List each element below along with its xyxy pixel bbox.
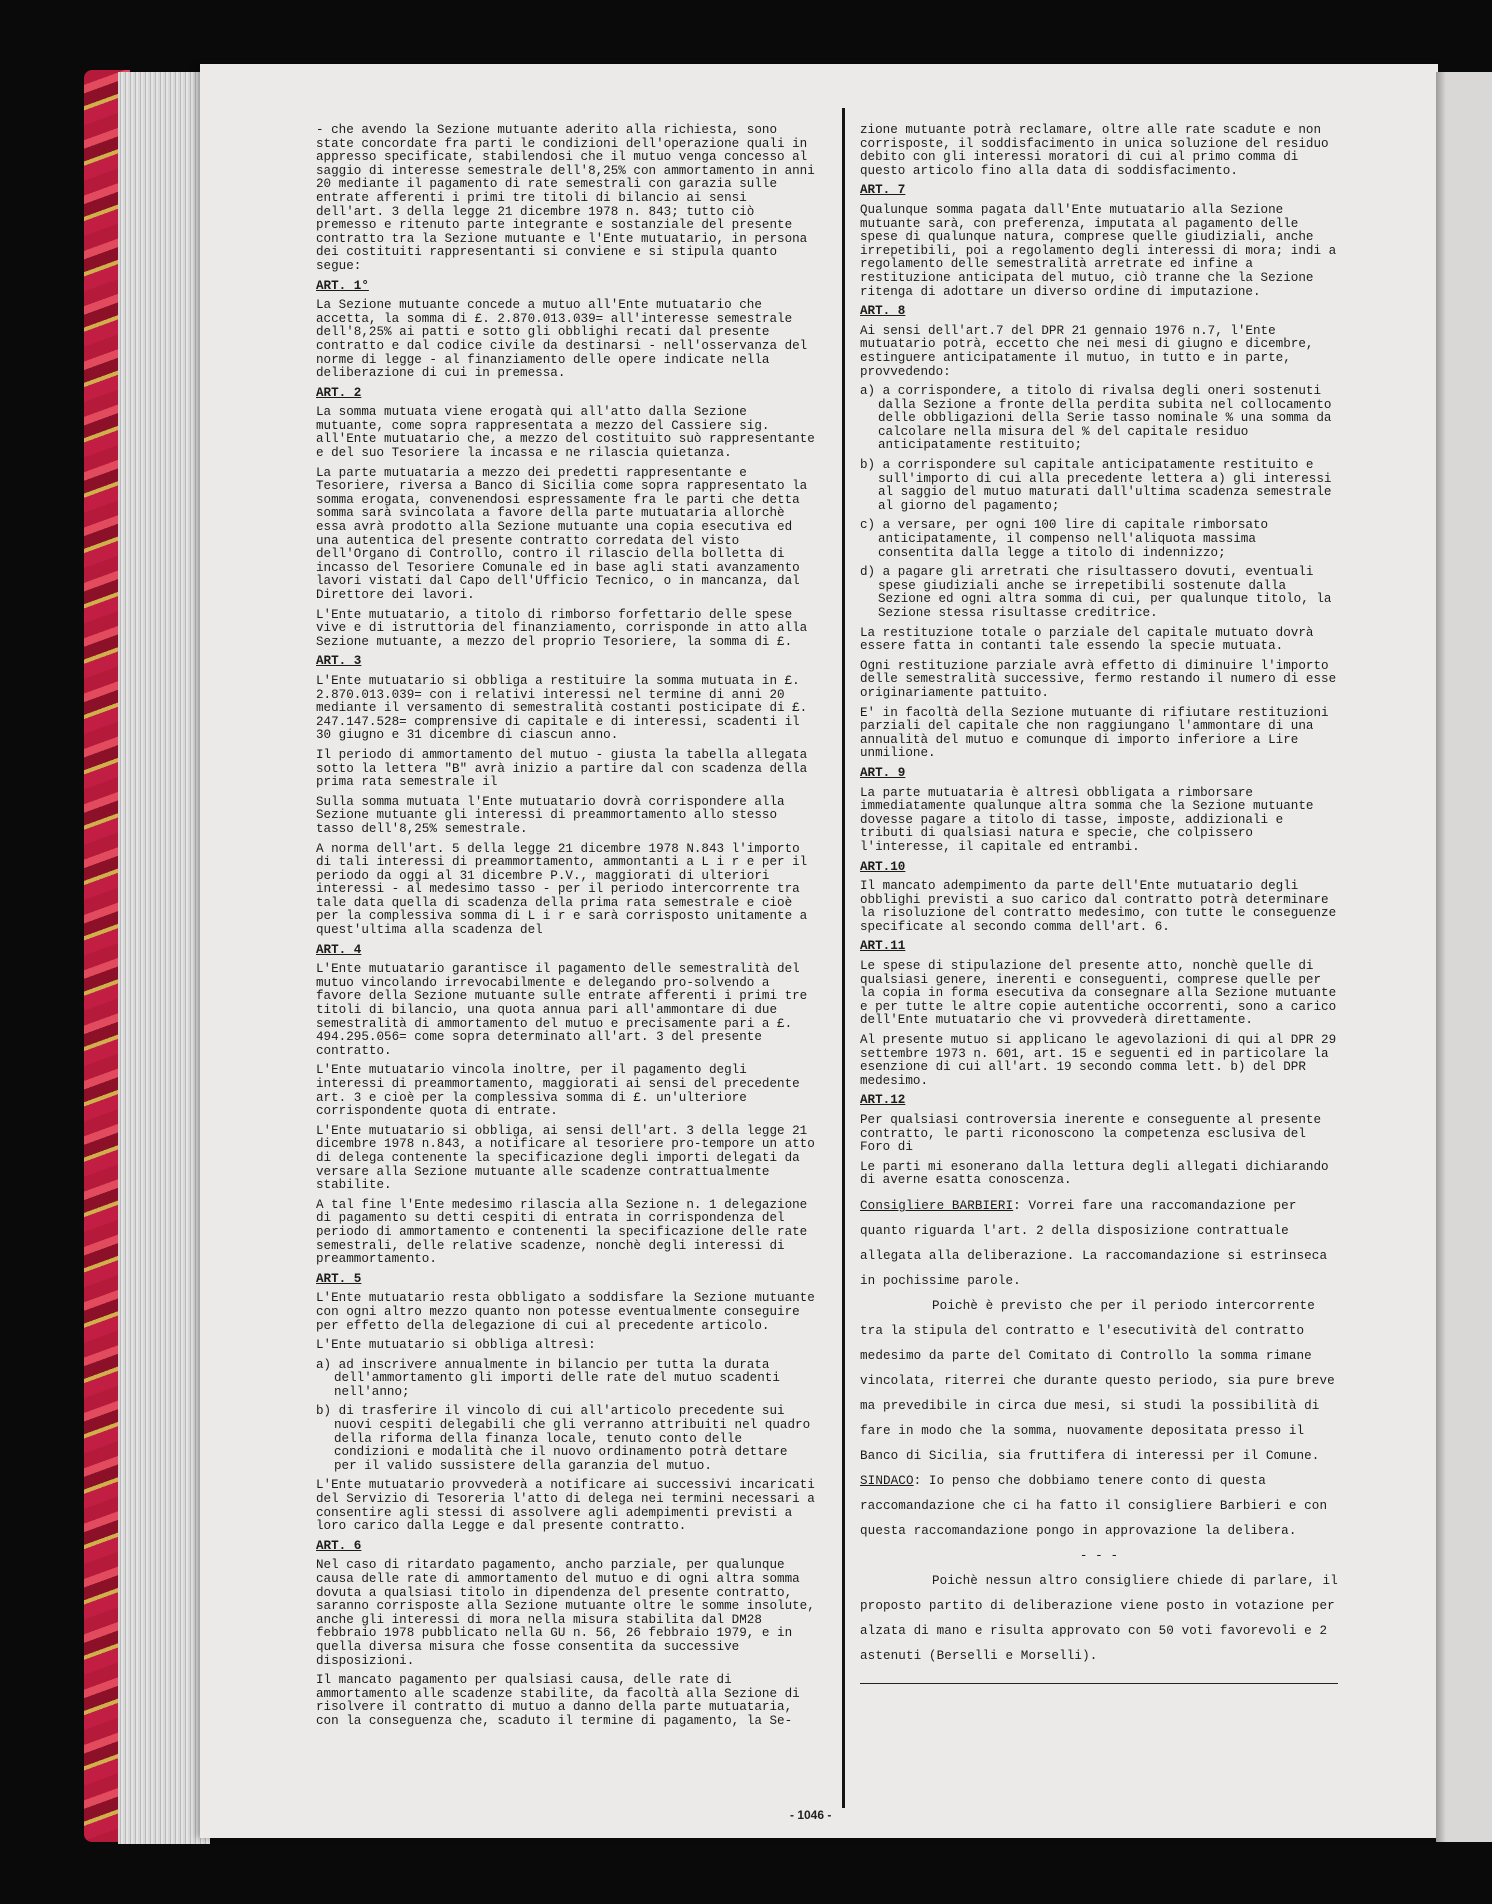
art-3-paragraph: Sulla somma mutuata l'Ente mutuatario dovrà corrispondere alla Sezione mutuante gli interessi di preammortamento allo stesso tasso dell'8,25% semestrale.: [316, 794, 785, 836]
left-column: [316, 124, 816, 1735]
art-2-title: ART. 2: [316, 385, 362, 400]
art-1-title: ART. 1°: [316, 278, 369, 293]
art-8-item-d: d) a pagare gli arretrati che risultassero dovuti, eventuali spese giudiziali anche se irrepetibili sostenute dalla Sezione ed ogni altra somma di cui, per qualunque titolo, la Sezione stessa risultasse creditrice.: [860, 565, 1332, 620]
art-2-paragraph: La parte mutuataria a mezzo dei predetti rappresentante e Tesoriere, riversa a Banco di Sicilia come sopra rappresentato la somma erogata, convenendosi espressamente fra le parti che detta somma sarà svincolata a favore della parte mutuataria allorchè essa avrà prodotto alla Sezione mutuante una copia esecutiva ed una autentica del presente contratto corredata del visto dell'Organo di Controllo, contro il rilascio della bolletta di incasso del Tesoriere Comunale ed in base agli stati avanzamento lavori vistati dal Capo dell'Ufficio Tecnico, o in mancanza, dal Direttore dei lavori.: [316, 465, 808, 602]
art-6-paragraph: Il mancato pagamento per qualsiasi causa, delle rate di ammortamento alle scadenze stabilite, da facoltà alla Sezione di risolvere il contratto di mutuo a danno della parte mutuataria, con la conseguenza che, scaduto il termine di pagamento, la Se-: [316, 1673, 800, 1728]
art-5-item-a: a) ad inscrivere annualmente in bilancio per tutta la durata dell'ammortamento gli importi delle rate del mutuo scadenti nell'anno;: [316, 1357, 780, 1399]
vote-result: Poichè nessun altro consigliere chiede di parlare, il proposto partito di deliberazione viene posto in votazione per alzata di mano e risulta approvato con 50 voti favorevoli e 2 astenuti (Berselli e Morselli).: [860, 1573, 1338, 1663]
art-6-paragraph: Nel caso di ritardato pagamento, ancho parziale, per qualunque causa delle rate di ammortamento del mutuo e di ogni altra somma dovuta a qualsiasi titolo in dipendenza del presente contratto, saranno corrisposte alla Sezione mutuante oltre le somme insolute, anche gli interessi di mora nella misura stabilita dal DM28 febbraio 1978 pubblicato nella GU n. 56, 26 febbraio 1979, e in quella diversa misura che fosse consentita da successive disposizioni.: [316, 1558, 815, 1668]
art-6-continuation: zione mutuante potrà reclamare, oltre alle rate scadute e non corrisposte, il soddisfacimento in unica soluzione del residuo debito con gli interessi moratori di cui al primo comma di questo articolo fino alla data di soddisfacimento.: [860, 123, 1329, 178]
intro-paragraph: - che avendo la Sezione mutuante aderito alla richiesta, sono state concordate fra parti le condizioni dell'operazione quali in appresso specificate, stabilendosi che il mutuo venga concesso al saggio di interesse semestrale dell'8,25% con ammortamento in anni 20 mediante il pagamento di rate semestrali con garazia sulle entrate afferenti i primi tre titoli di bilancio ai sensi dell'art. 3 della legge 21 dicembre 1978 n. 843; tutto ciò premesso e ritenuto parte integrante e sostanziale del presente contratto tra la Sezione mutuante e l'Ente mutuatario, in persona dei costituiti rappresentanti si conviene e si stipula quanto segue:: [316, 123, 815, 273]
art-11-title: ART.11: [860, 939, 906, 954]
art-8-paragraph: Ogni restituzione parziale avrà effetto di diminuire l'importo delle semestralità successive, fermo restando il numero di esse originariamente pattuito.: [860, 658, 1337, 700]
art-8-title: ART. 8: [860, 304, 906, 319]
art-4-paragraph: A tal fine l'Ente medesimo rilascia alla Sezione n. 1 delegazione di pagamento su detti cespiti di entrata in corrispondenza del periodo di ammortamento e contenenti la specificazione delle rate semestrali, delle relative scadenze, nonchè degli interessi di preammortamento.: [316, 1197, 808, 1267]
art-3-title: ART. 3: [316, 654, 362, 669]
art-8-item-b: b) a corrispondere sul capitale anticipatamente restituito e sull'importo di cui alla precedente lettera a) gli interessi al saggio del mutuo maturati dall'ultima scadenza semestrale al giorno del pagamento;: [860, 458, 1332, 513]
art-11-paragraph: Le spese di stipulazione del presente atto, nonchè quelle di qualsiasi genere, inerenti e conseguenti, comprese quelle per la copia in forma esecutiva da consegnare alla Sezione mutuante e per tutte le altre copie autentiche occorrenti, sono a carico dell'Ente mutuatario che vi provvederà direttamente.: [860, 959, 1337, 1028]
art-7-title: ART. 7: [860, 183, 906, 198]
sindaco-statement: [860, 1469, 1338, 1544]
art-3-paragraph: A norma dell'art. 5 della legge 21 dicembre 1978 N.843 l'importo di tali interessi di preammortamento, ammontanti a L i r e per il periodo da oggi al 31 dicembre P.V., maggiorati di ulteriori interessi - al medesimo tasso - per il periodo intercorrente tra tale data quella di scadenza della prima rata semestrale e cioè per la complessiva somma di L i r e sarà corrisposto unitamente a quest'ultima alla scadenza del: [316, 841, 808, 938]
art-10-title: ART.10: [860, 859, 906, 874]
art-5-paragraph: L'Ente mutuatario provvederà a notificare ai successivi incaricati del Servizio di Tesoreria l'atto di delega nei termini necessari a consentire agli stessi di assolvere agli adempimenti previsti a loro carico dalla Legge e dal presente contratto.: [316, 1478, 815, 1534]
art-5-paragraph: L'Ente mutuatario si obbliga altresì:: [316, 1338, 596, 1353]
art-3-paragraph: Il periodo di ammortamento del mutuo - giusta la tabella allegata sotto la lettera "B" avrà inizio a partire dal con scadenza della prima rata semestrale il: [316, 747, 808, 790]
right-column: [860, 124, 1338, 1684]
art-4-paragraph: L'Ente mutuatario vincola inoltre, per il pagamento degli interessi di preammortamento, maggiorati ai sensi del precedente art. 3 e cioè per la complessiva somma di £. un'ulteriore corrispondente quota di entrate.: [316, 1063, 800, 1119]
art-12-title: ART.12: [860, 1093, 906, 1108]
art-7-paragraph: Qualunque somma pagata dall'Ente mutuatario alla Sezione mutuante sarà, con preferenza, imputata al pagamento delle spese di qualunque natura, comprese quelle giudiziali, anche irrepetibili, poi a regolamento degli interessi di mora; indi a regolamento delle semestralità arretrate ed infine a restituzione anticipata del mutuo, ciò tranne che la Sezione ritenga di adottare un diverso ordine di imputazione.: [860, 202, 1337, 299]
art-9-paragraph: La parte mutuataria è altresì obbligata a rimborsare immediatamente qualunque altra somma che la Sezione mutuante dovesse pagare a titolo di tasse, imposte, addizionali e tributi di qualsiasi natura e specie, che colpissero l'interesse, il capitale ed entrambi.: [860, 785, 1314, 854]
page-stack-edge: [118, 72, 210, 1844]
barbieri-statement: [860, 1194, 1338, 1294]
art-3-paragraph: L'Ente mutuatario si obbliga a restituire la somma mutuata in £. 2.870.013.039= con i relativi interessi nel termine di anni 20 mediante il versamento di semestralità costanti posticipate di £. 247.147.528= comprensive di capitale e di interessi, scadenti il 30 giugno e 31 dicembre di ciascun anno.: [316, 673, 808, 743]
art-10-paragraph: Il mancato adempimento da parte dell'Ente mutuatario degli obblighi previsti a suo carico dal contratto potrà determinare la risoluzione del contratto medesimo, con tutte le conseguenze specificate al secondo comma dell'art. 6.: [860, 879, 1337, 934]
art-1-paragraph: La Sezione mutuante concede a mutuo all'Ente mutuatario che accetta, la somma di £. 2.870.013.039= all'interesse semestrale dell'8,25% ai patti e sotto gli obblighi recati dal presente contratto e dal codice civile da destinarsi - nell'osservanza del norme di legge - al finanziamento delle opere indicate nella deliberazione di cui in premessa.: [316, 298, 808, 381]
art-2-paragraph: L'Ente mutuatario, a titolo di rimborso forfettario delle spese vive e di istruttoria del finanziamento, corrisponde in atto alla Sezione mutuante, a mezzo del proprio Tesoriere, la somma di £.: [316, 607, 808, 649]
art-8-paragraph: Ai sensi dell'art.7 del DPR 21 gennaio 1976 n.7, l'Ente mutuatario potrà, eccetto che nei mesi di giugno e dicembre, estinguere anticipatamente il mutuo, in tutto e in parte, provvedendo:: [860, 323, 1314, 379]
art-2-paragraph: La somma mutuata viene erogatà qui all'atto dalla Sezione mutuante, come sopra rappresentata a mezzo del Cassiere sig. all'Ente mutuatario che, a mezzo del costituito suò rappresentante e del suo Tesoriere la incassa e ne rilascia quietanza.: [316, 405, 815, 461]
closing-rule: [860, 1683, 1338, 1684]
art-4-paragraph: L'Ente mutuatario garantisce il pagamento delle semestralità del mutuo vincolando irrevocabilmente e delegando pro-solvendo a favore della Sezione mutuante sulle entrate afferenti i primi tre titoli di bilancio, una quota annua pari all'ammontare di due semestralità di ammortamento del mutuo e precisamente pari a £. 494.295.056= come sopra determinato all'art. 3 del presente contratto.: [316, 962, 808, 1058]
art-6-title: ART. 6: [316, 1538, 362, 1553]
art-4-paragraph: L'Ente mutuatario si obbliga, ai sensi dell'art. 3 della legge 21 dicembre 1978 n.843, a notificare al tesoriere pro-tempore un atto di delega contenente la specificazione degli importi delegati da versare alla Sezione mutuante alle scadenze contrattualmente stabilite.: [316, 1123, 815, 1193]
art-8-item-c: c) a versare, per ogni 100 lire di capitale rimborsato anticipatamente, il compenso nell'aliquota massima consentita dalla legge a titolo di indennizzo;: [860, 518, 1269, 560]
sindaco-speaker-label: SINDACO: [860, 1473, 914, 1488]
art-11-paragraph: Al presente mutuo si applicano le agevolazioni di qui al DPR 29 settembre 1973 n. 601, art. 15 e seguenti ed in particolare la esenzione di cui all'art. 19 secondo comma lett. b) del DPR medesimo.: [860, 1033, 1337, 1088]
barbieri-statement-text: : Vorrei fare una raccomandazione per quanto riguarda l'art. 2 della disposizione contrattuale allegata alla deliberazione. La raccomandazione si estrinseca in pochissime parole.: [860, 1198, 1328, 1288]
sindaco-statement-text: : Io penso che dobbiamo tenere conto di questa raccomandazione che ci ha fatto il consigliere Barbieri e con questa raccomandazione pongo in approvazione la delibera.: [860, 1473, 1328, 1538]
art-8-paragraph: E' in facoltà della Sezione mutuante di rifiutare restituzioni parziali del capitale che non raggiungano l'ammontare di una annualità del mutuo e comunque di importo inferiore a Lire unmilione.: [860, 705, 1329, 761]
art-8-paragraph: La restituzione totale o parziale del capitale mutuato dovrà essere fatta in contanti tale essendo la specie mutuata.: [860, 625, 1314, 654]
barbieri-statement-continued: Poichè è previsto che per il periodo intercorrente tra la stipula del contratto e l'esecutività del contratto medesimo da parte del Comitato di Controllo la somma rimane vincolata, riterrei che durante questo periodo, sia pure breve ma prevedibile in circa due mesi, si studi la possibilità di fare in modo che la somma, nuovamente depositata presso il Banco di Sicilia, sia fruttifera di interessi per il Comune.: [860, 1298, 1335, 1463]
art-12-paragraph: Le parti mi esonerano dalla lettura degli allegati dichiarando di averne esatta conoscenza.: [860, 1159, 1329, 1188]
art-5-paragraph: L'Ente mutuatario resta obbligato a soddisfare la Sezione mutuante con ogni altro mezzo quanto non potesse eventualmente conseguire per effetto della delegazione di cui al precedente articolo.: [316, 1291, 815, 1333]
section-separator: - - -: [1079, 1548, 1119, 1563]
art-4-title: ART. 4: [316, 942, 362, 957]
art-12-paragraph: Per qualsiasi controversia inerente e conseguente al presente contratto, le parti riconoscono la competenza esclusiva del Foro di: [860, 1113, 1322, 1155]
facing-page-edge: [1436, 72, 1492, 1842]
minutes-discussion: [860, 1194, 1338, 1669]
art-9-title: ART. 9: [860, 765, 906, 780]
art-5-title: ART. 5: [316, 1271, 362, 1286]
page-number: - 1046 -: [790, 1808, 832, 1822]
art-8-item-a: a) a corrispondere, a titolo di rivalsa degli oneri sostenuti dalla Sezione a fronte della perdita subita nel collocamento delle obbligazioni della Serie tasso nominale % una somma da calcolare nella misura del % del capitale residuo anticipatamente restituito;: [860, 384, 1332, 453]
barbieri-speaker-label: Consigliere BARBIERI: [860, 1198, 1014, 1213]
art-5-item-b: b) di trasferire il vincolo di cui all'articolo precedente sui nuovi cespiti delegabili che gli verranno attribuiti nel quadro della riforma della finanza locale, tenuto conto delle condizioni e modalità che il nuovo ordinamento potrà dettare per il valido sussistere della garanzia del mutuo.: [316, 1404, 811, 1473]
column-divider: [842, 108, 845, 1808]
